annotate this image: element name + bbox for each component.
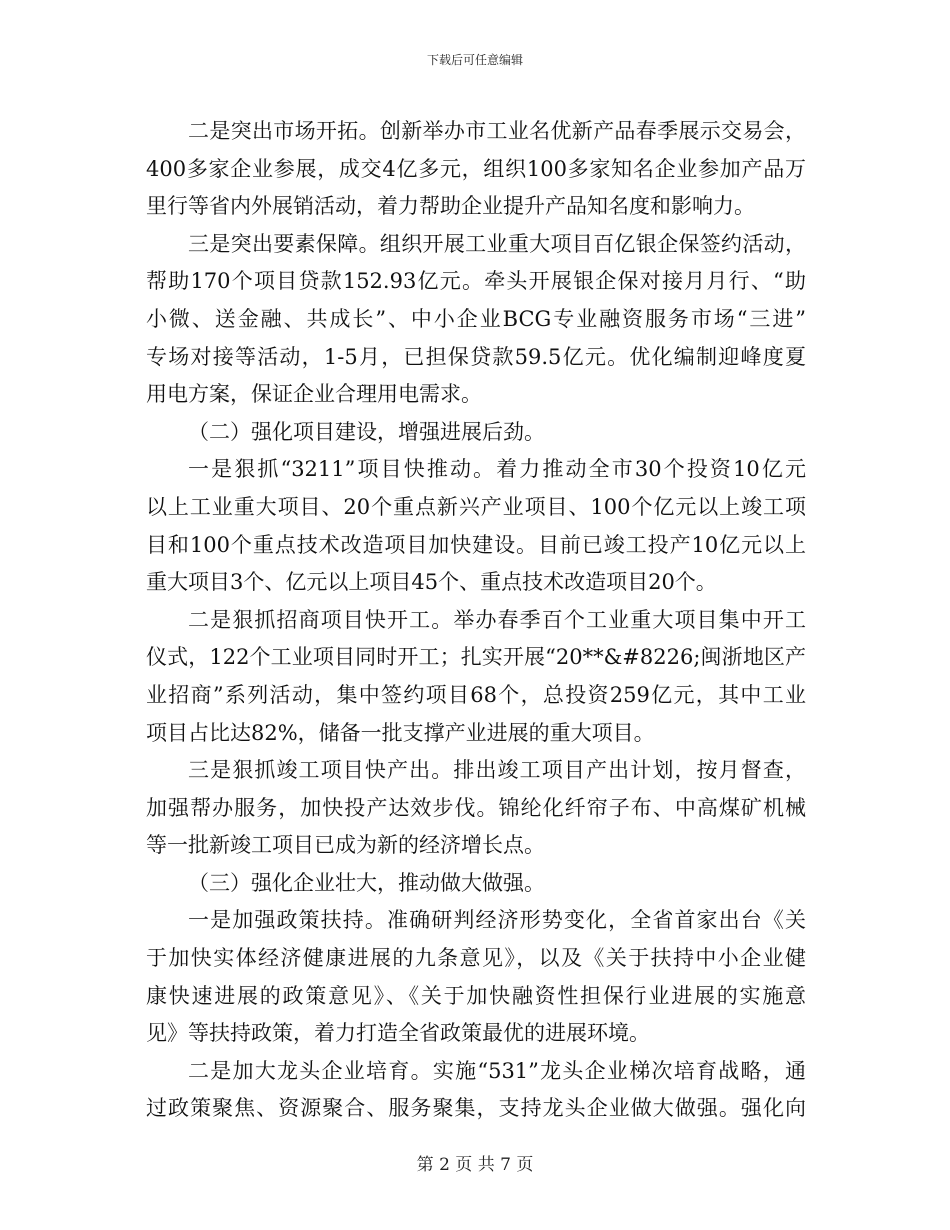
document-body [146,113,806,1128]
paragraph-line: 三是狠抓竣工项目快产出。排出竣工项目产出计划，按月督查， [188,758,806,783]
page-number-footer: 第 2 页 共 7 页 [416,1155,534,1175]
paragraph-line: 加强帮办服务，加快投产达效步伐。锦纶化纤帘子布、中高煤矿机械 [146,795,806,820]
paragraph-line: 小微、送金融、共成长”、中小企业BCG专业融资服务市场“三进” [146,306,806,331]
paragraph-line: 二是狠抓招商项目快开工。举办春季百个工业重大项目集中开工 [188,607,806,632]
paragraph-line: 以上工业重大项目、20个重点新兴产业项目、100个亿元以上竣工项 [146,494,806,519]
paragraph-line: 一是加强政策扶持。准确研判经济形势变化，全省首家出台《关 [188,908,806,933]
section-heading: （二）强化项目建设，增强进展后劲。 [188,419,545,444]
paragraph-line: 仪式，122个工业项目同时开工；扎实开展“20**&#8226;闽浙地区产 [146,645,806,670]
paragraph-line: 等一批新竣工项目已成为新的经济增长点。 [146,833,545,858]
paragraph-line: 里行等省内外展销活动，着力帮助企业提升产品知名度和影响力。 [146,194,755,219]
paragraph-line: 目和100个重点技术改造项目加快建设。目前已竣工投产10亿元以上 [146,532,806,557]
paragraph-line: 过政策聚焦、资源聚合、服务聚集，支持龙头企业做大做强。强化向 [146,1096,806,1121]
paragraph-line: 400多家企业参展，成交4亿多元，组织100多家知名企业参加产品万 [146,156,806,181]
paragraph-line: 二是加大龙头企业培育。实施“531”龙头企业梯次培育战略，通 [188,1058,806,1083]
paragraph-line: 用电方案，保证企业合理用电需求。 [146,382,482,407]
paragraph-line: 一是狠抓“3211”项目快推动。着力推动全市30个投资10亿元 [188,457,806,482]
paragraph-line: 业招商”系列活动，集中签约项目68个，总投资259亿元，其中工业 [146,682,806,707]
paragraph-line: 重大项目3个、亿元以上项目45个、重点技术改造项目20个。 [146,570,717,595]
paragraph-line: 二是突出市场开拓。创新举办市工业名优新产品春季展示交易会， [188,119,806,143]
paragraph-line: 项目占比达82%，储备一批支撑产业进展的重大项目。 [146,720,655,745]
paragraph-line: 见》等扶持政策，着力打造全省政策最优的进展环境。 [146,1021,650,1046]
paragraph-line: 三是突出要素保障。组织开展工业重大项目百亿银企保签约活动， [188,231,806,256]
paragraph-line: 专场对接等活动，1-5月，已担保贷款59.5亿元。优化编制迎峰度夏 [146,344,806,369]
paragraph-line: 于加快实体经济健康进展的九条意见》，以及《关于扶持中小企业健 [146,946,806,971]
paragraph-line: 康快速进展的政策意见》、《关于加快融资性担保行业进展的实施意 [146,983,806,1008]
section-heading: （三）强化企业壮大，推动做大做强。 [188,870,545,895]
page-header-note: 下载后可任意编辑 [426,53,523,67]
paragraph-line: 帮助170个项目贷款152.93亿元。牵头开展银企保对接月月行、“助 [146,269,806,294]
